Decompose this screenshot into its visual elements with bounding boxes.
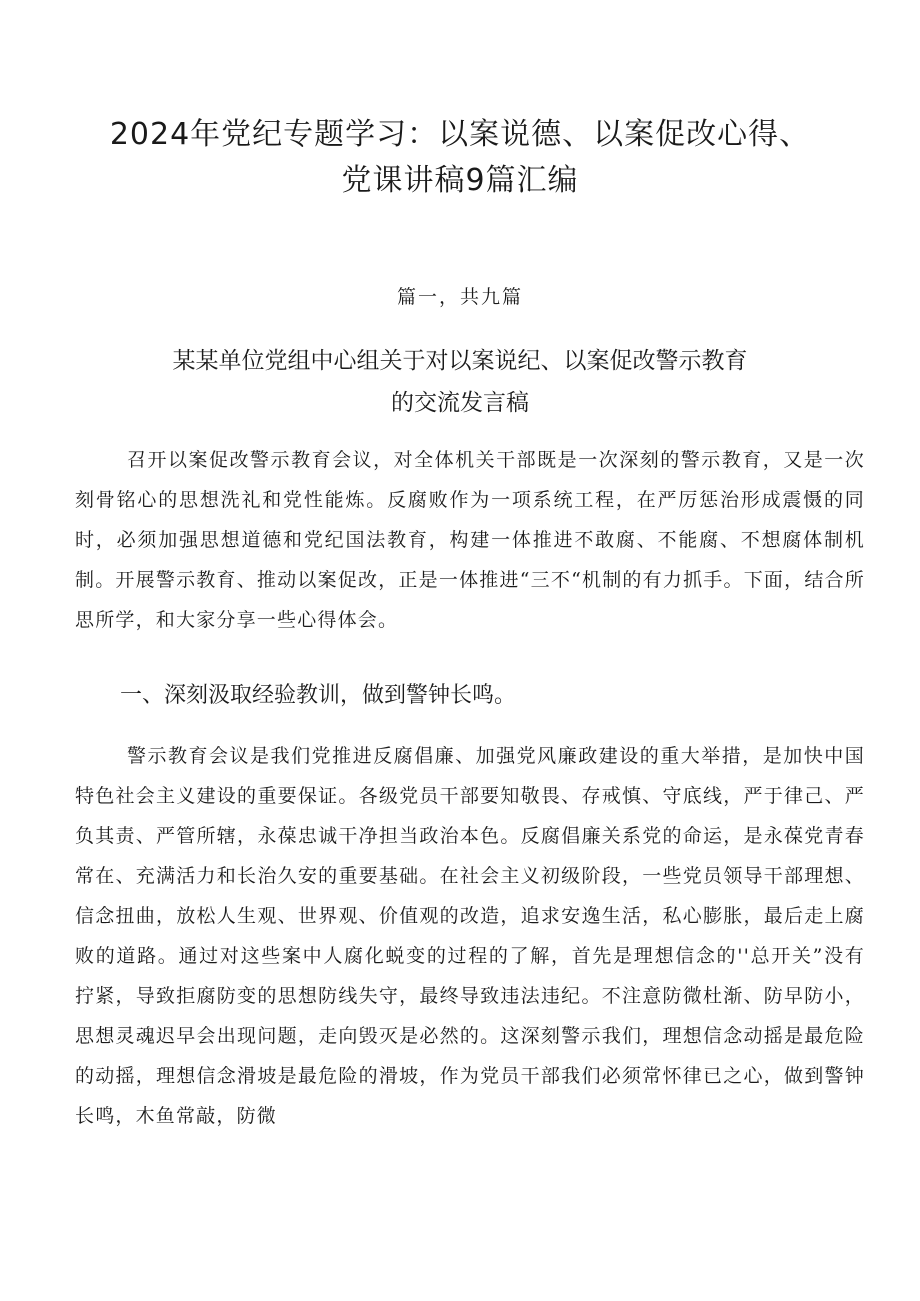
section-heading-1: 一、深刻汲取经验教训，做到警钟长鸣。 <box>120 683 517 708</box>
body-paragraph-1: 警示教育会议是我们党推进反腐倡廉、加强党风廉政建设的重大举措，是加快中国特色社会主义建设的重要保证。各级党员干部要知敬畏、存戒慎、守底线，严于律己、严负其责、严管所辖，永葆忠诚干净担当政治本色。反腐倡廉关系党的命运，是永葆党青春常在、充满活力和长治久安的重要基础。在社会主义初级阶段，一些党员领导干部理想、信念扭曲，放松人生观、世界观、价值观的改造，追求安逸生活，私心膨胀，最后走上腐败的道路。通过对这些案中人腐化蜕变的过程的了解，首先是理想信念的''总开关”没有拧紧，导致拒腐防变的思想防线失守，最终导致违法违纪。不注意防微杜渐、防早防小，思想灵魂迟早会出现问题，走向毁灭是必然的。这深刻警示我们，理想信念动摇是最危险的动摇，理想信念滑坡是最危险的滑坡，作为党员干部我们必须常怀律已之心，做到警钟长鸣，木鱼常敲，防微 <box>75 745 865 1127</box>
speech-title <box>80 340 840 424</box>
document-title-line-1: 2024年党纪专题学习：以案说德、以案促改心得、 <box>109 117 811 152</box>
speech-title-line-1: 某某单位党组中心组关于对以案说纪、以案促改警示教育 <box>172 348 748 374</box>
intro-paragraph: 召开以案促改警示教育会议，对全体机关干部既是一次深刻的警示教育，又是一次刻骨铭心的思想洗礼和党性能炼。反腐败作为一项系统工程，在严厉惩治形成震慑的同时，必须加强思想道德和党纪国法教育，构建一体推进不敢腐、不能腐、不想腐体制机制。开展警示教育、推动以案促改，正是一体推进“三不“机制的有力抓手。下面，结合所思所学，和大家分享一些心得体会。 <box>75 449 865 631</box>
document-title-line-2: 党课讲稿9篇汇编 <box>341 163 579 198</box>
section-label: 篇一，共九篇 <box>396 286 523 308</box>
document-title <box>60 112 860 204</box>
speech-title-line-2: 的交流发言稿 <box>391 390 529 416</box>
